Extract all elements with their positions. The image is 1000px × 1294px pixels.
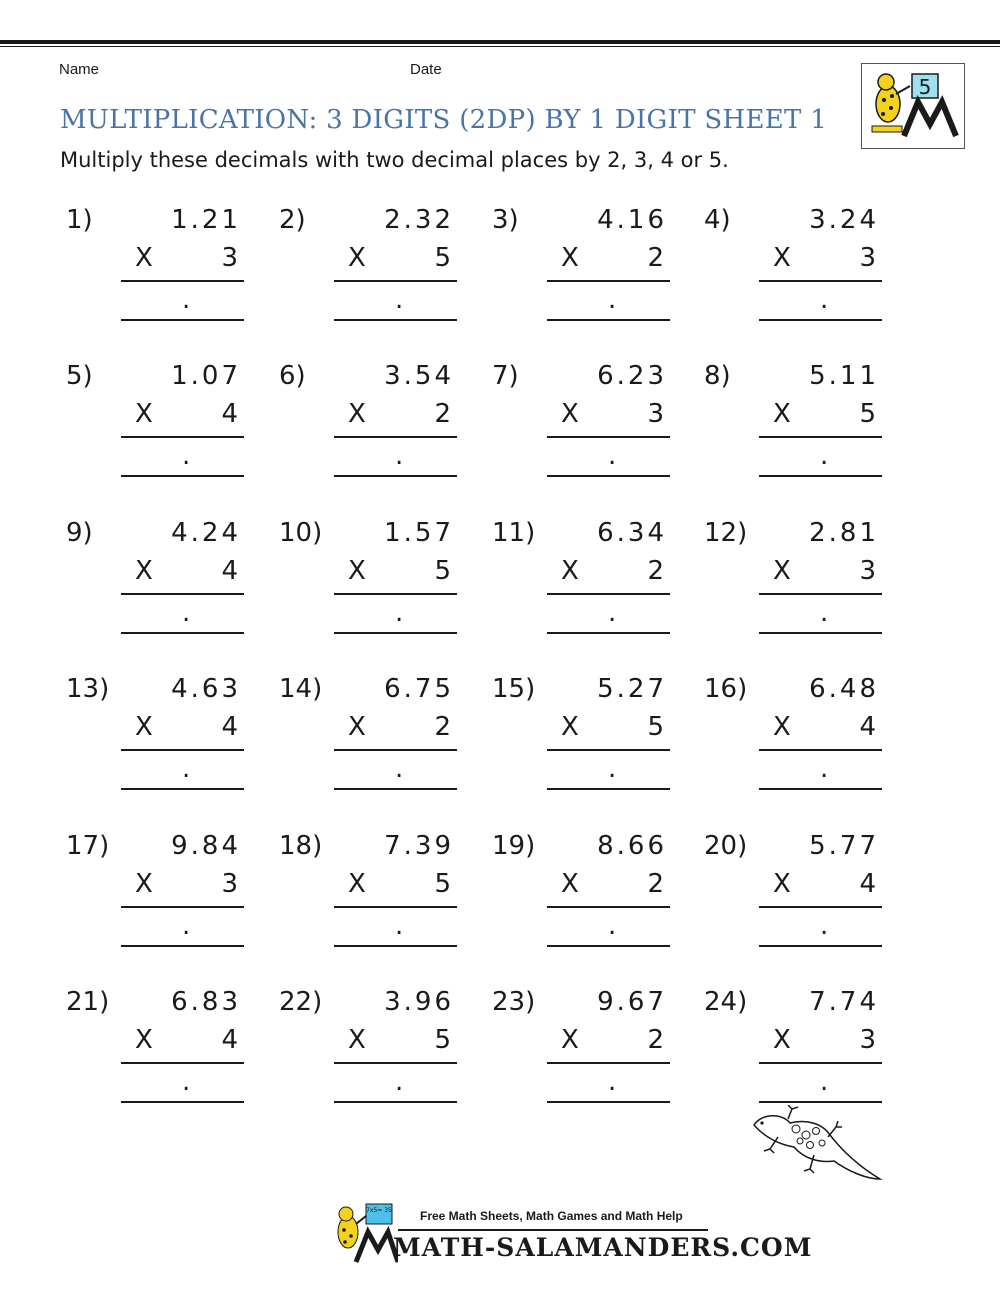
answer-decimal-point: . [820, 1067, 829, 1097]
multiplier: 5 [434, 556, 451, 586]
problem-number: 8) [704, 361, 731, 391]
problem-2 [279, 203, 489, 333]
problem-rule [547, 280, 670, 282]
multiplier: 5 [434, 243, 451, 273]
answer-decimal-point: . [182, 754, 191, 784]
answer-decimal-point: . [608, 1067, 617, 1097]
problem-number: 19) [492, 831, 536, 861]
multiplicand: 5.11 [809, 361, 879, 391]
answer-decimal-point: . [395, 441, 404, 471]
problem-17 [66, 829, 276, 959]
problem-6 [279, 359, 489, 489]
problem-rule [334, 593, 457, 595]
problem-number: 6) [279, 361, 306, 391]
answer-line[interactable] [759, 319, 882, 321]
problem-number: 16) [704, 674, 748, 704]
top-rule-thin [0, 46, 1000, 47]
problem-rule [759, 280, 882, 282]
problem-20 [704, 829, 914, 959]
problem-number: 2) [279, 205, 306, 235]
date-label: Date [410, 61, 442, 78]
multiply-sign: X [561, 556, 579, 586]
multiply-sign: X [773, 243, 791, 273]
multiply-sign: X [561, 1025, 579, 1055]
multiplier: 2 [647, 243, 664, 273]
multiply-sign: X [135, 399, 153, 429]
problem-24 [704, 985, 914, 1115]
answer-decimal-point: . [182, 285, 191, 315]
answer-line[interactable] [334, 945, 457, 947]
multiplier: 4 [859, 712, 876, 742]
multiplier: 2 [647, 556, 664, 586]
footer-brand-link[interactable]: MATH-SALAMANDERS.COM [393, 1233, 813, 1262]
answer-line[interactable] [759, 475, 882, 477]
problem-4 [704, 203, 914, 333]
answer-decimal-point: . [820, 441, 829, 471]
answer-line[interactable] [759, 945, 882, 947]
answer-decimal-point: . [182, 911, 191, 941]
answer-decimal-point: . [395, 1067, 404, 1097]
multiply-sign: X [348, 556, 366, 586]
problem-rule [334, 749, 457, 751]
multiply-sign: X [773, 399, 791, 429]
problem-19 [492, 829, 702, 959]
multiply-sign: X [773, 869, 791, 899]
answer-line[interactable] [547, 475, 670, 477]
multiplicand: 4.16 [597, 205, 667, 235]
multiplicand: 6.48 [809, 674, 879, 704]
multiplicand: 5.27 [597, 674, 667, 704]
answer-line[interactable] [547, 319, 670, 321]
problem-13 [66, 672, 276, 802]
multiplier: 4 [221, 1025, 238, 1055]
multiplier: 3 [221, 869, 238, 899]
multiplicand: 6.34 [597, 518, 667, 548]
multiply-sign: X [348, 712, 366, 742]
multiply-sign: X [561, 712, 579, 742]
problem-3 [492, 203, 702, 333]
problem-number: 15) [492, 674, 536, 704]
answer-line[interactable] [547, 945, 670, 947]
problem-rule [121, 436, 244, 438]
problem-number: 13) [66, 674, 110, 704]
multiplier: 5 [647, 712, 664, 742]
problem-number: 12) [704, 518, 748, 548]
problem-number: 5) [66, 361, 93, 391]
logo-badge-number: 5 [918, 75, 932, 99]
answer-line[interactable] [334, 1101, 457, 1103]
top-rule [0, 40, 1000, 44]
footer-badge-text: 7x5= 35 [366, 1207, 392, 1214]
salamander-illustration-icon [748, 1105, 888, 1190]
multiply-sign: X [135, 1025, 153, 1055]
answer-decimal-point: . [820, 285, 829, 315]
answer-decimal-point: . [608, 911, 617, 941]
problem-16 [704, 672, 914, 802]
answer-line[interactable] [759, 632, 882, 634]
problem-rule [547, 593, 670, 595]
answer-decimal-point: . [820, 911, 829, 941]
multiplier: 4 [859, 869, 876, 899]
multiplier: 4 [221, 399, 238, 429]
multiplicand: 4.63 [171, 674, 241, 704]
answer-decimal-point: . [820, 598, 829, 628]
problem-14 [279, 672, 489, 802]
multiply-sign: X [348, 243, 366, 273]
answer-line[interactable] [121, 632, 244, 634]
problem-9 [66, 516, 276, 646]
problem-rule [759, 593, 882, 595]
answer-decimal-point: . [395, 754, 404, 784]
problem-15 [492, 672, 702, 802]
multiplicand: 7.39 [384, 831, 454, 861]
name-label: Name [59, 61, 100, 78]
problem-5 [66, 359, 276, 489]
multiplier: 5 [434, 869, 451, 899]
problem-12 [704, 516, 914, 646]
problem-rule [547, 436, 670, 438]
answer-line[interactable] [334, 788, 457, 790]
multiplicand: 6.23 [597, 361, 667, 391]
salamander-logo [861, 63, 965, 149]
multiply-sign: X [135, 712, 153, 742]
answer-line[interactable] [547, 788, 670, 790]
answer-line[interactable] [759, 788, 882, 790]
answer-line[interactable] [121, 475, 244, 477]
problem-rule [759, 906, 882, 908]
multiplier: 3 [859, 1025, 876, 1055]
multiply-sign: X [348, 869, 366, 899]
multiplicand: 9.84 [171, 831, 241, 861]
problem-rule [121, 906, 244, 908]
problem-rule [759, 1062, 882, 1064]
multiplicand: 2.32 [384, 205, 454, 235]
answer-decimal-point: . [395, 911, 404, 941]
problem-number: 3) [492, 205, 519, 235]
problem-number: 24) [704, 987, 748, 1017]
multiplier: 3 [647, 399, 664, 429]
problem-21 [66, 985, 276, 1115]
problem-number: 20) [704, 831, 748, 861]
multiplicand: 3.24 [809, 205, 879, 235]
answer-decimal-point: . [182, 598, 191, 628]
answer-line[interactable] [334, 475, 457, 477]
multiplicand: 6.75 [384, 674, 454, 704]
page-title: MULTIPLICATION: 3 DIGITS (2DP) BY 1 DIGIT SHEET 1 [60, 105, 828, 135]
problem-number: 9) [66, 518, 93, 548]
answer-line[interactable] [121, 945, 244, 947]
problem-rule [334, 436, 457, 438]
multiplier: 3 [859, 556, 876, 586]
instructions: Multiply these decimals with two decimal places by 2, 3, 4 or 5. [60, 148, 729, 172]
multiplier: 2 [434, 712, 451, 742]
problem-1 [66, 203, 276, 333]
answer-decimal-point: . [182, 1067, 191, 1097]
multiplier: 2 [647, 1025, 664, 1055]
problem-rule [121, 280, 244, 282]
problem-22 [279, 985, 489, 1115]
answer-line[interactable] [547, 632, 670, 634]
answer-line[interactable] [334, 319, 457, 321]
multiply-sign: X [773, 1025, 791, 1055]
multiplicand: 4.24 [171, 518, 241, 548]
footer-rule [398, 1229, 708, 1231]
salamander-logo-icon [862, 64, 964, 148]
multiplicand: 1.07 [171, 361, 241, 391]
problem-number: 23) [492, 987, 536, 1017]
problem-number: 7) [492, 361, 519, 391]
multiply-sign: X [773, 712, 791, 742]
multiply-sign: X [135, 243, 153, 273]
multiplier: 5 [859, 399, 876, 429]
problem-rule [547, 1062, 670, 1064]
problem-rule [759, 749, 882, 751]
answer-decimal-point: . [608, 441, 617, 471]
answer-decimal-point: . [395, 598, 404, 628]
answer-decimal-point: . [608, 285, 617, 315]
multiplicand: 6.83 [171, 987, 241, 1017]
multiply-sign: X [135, 869, 153, 899]
multiplier: 5 [434, 1025, 451, 1055]
multiplicand: 3.54 [384, 361, 454, 391]
multiplier: 4 [221, 712, 238, 742]
problem-rule [121, 1062, 244, 1064]
problem-7 [492, 359, 702, 489]
answer-decimal-point: . [395, 285, 404, 315]
problem-number: 21) [66, 987, 110, 1017]
multiplicand: 9.67 [597, 987, 667, 1017]
problem-number: 4) [704, 205, 731, 235]
multiply-sign: X [561, 243, 579, 273]
multiplier: 2 [434, 399, 451, 429]
answer-line[interactable] [121, 319, 244, 321]
problem-number: 11) [492, 518, 536, 548]
problem-number: 18) [279, 831, 323, 861]
multiply-sign: X [348, 1025, 366, 1055]
answer-decimal-point: . [608, 754, 617, 784]
multiplicand: 7.74 [809, 987, 879, 1017]
answer-decimal-point: . [608, 598, 617, 628]
multiplier: 3 [859, 243, 876, 273]
answer-line[interactable] [759, 1101, 882, 1103]
multiply-sign: X [561, 399, 579, 429]
multiplier: 2 [647, 869, 664, 899]
problem-rule [121, 593, 244, 595]
answer-line[interactable] [334, 632, 457, 634]
answer-line[interactable] [121, 1101, 244, 1103]
problem-18 [279, 829, 489, 959]
multiplier: 3 [221, 243, 238, 273]
multiplicand: 8.66 [597, 831, 667, 861]
problem-number: 10) [279, 518, 323, 548]
multiply-sign: X [773, 556, 791, 586]
problem-number: 22) [279, 987, 323, 1017]
multiplicand: 5.77 [809, 831, 879, 861]
problem-rule [121, 749, 244, 751]
problem-rule [334, 1062, 457, 1064]
problem-rule [334, 280, 457, 282]
multiplicand: 2.81 [809, 518, 879, 548]
answer-line[interactable] [121, 788, 244, 790]
problem-number: 1) [66, 205, 93, 235]
problem-11 [492, 516, 702, 646]
footer-salamander-logo-icon [326, 1200, 398, 1266]
problem-rule [547, 906, 670, 908]
multiplicand: 1.57 [384, 518, 454, 548]
problem-rule [334, 906, 457, 908]
answer-decimal-point: . [820, 754, 829, 784]
problem-rule [547, 749, 670, 751]
answer-decimal-point: . [182, 441, 191, 471]
multiplicand: 3.96 [384, 987, 454, 1017]
multiplier: 4 [221, 556, 238, 586]
multiplicand: 1.21 [171, 205, 241, 235]
problem-number: 14) [279, 674, 323, 704]
footer-tagline: Free Math Sheets, Math Games and Math Help [420, 1209, 683, 1223]
problem-8 [704, 359, 914, 489]
problem-10 [279, 516, 489, 646]
multiply-sign: X [348, 399, 366, 429]
answer-line[interactable] [547, 1101, 670, 1103]
multiply-sign: X [135, 556, 153, 586]
problem-number: 17) [66, 831, 110, 861]
problem-rule [759, 436, 882, 438]
problem-23 [492, 985, 702, 1115]
multiply-sign: X [561, 869, 579, 899]
